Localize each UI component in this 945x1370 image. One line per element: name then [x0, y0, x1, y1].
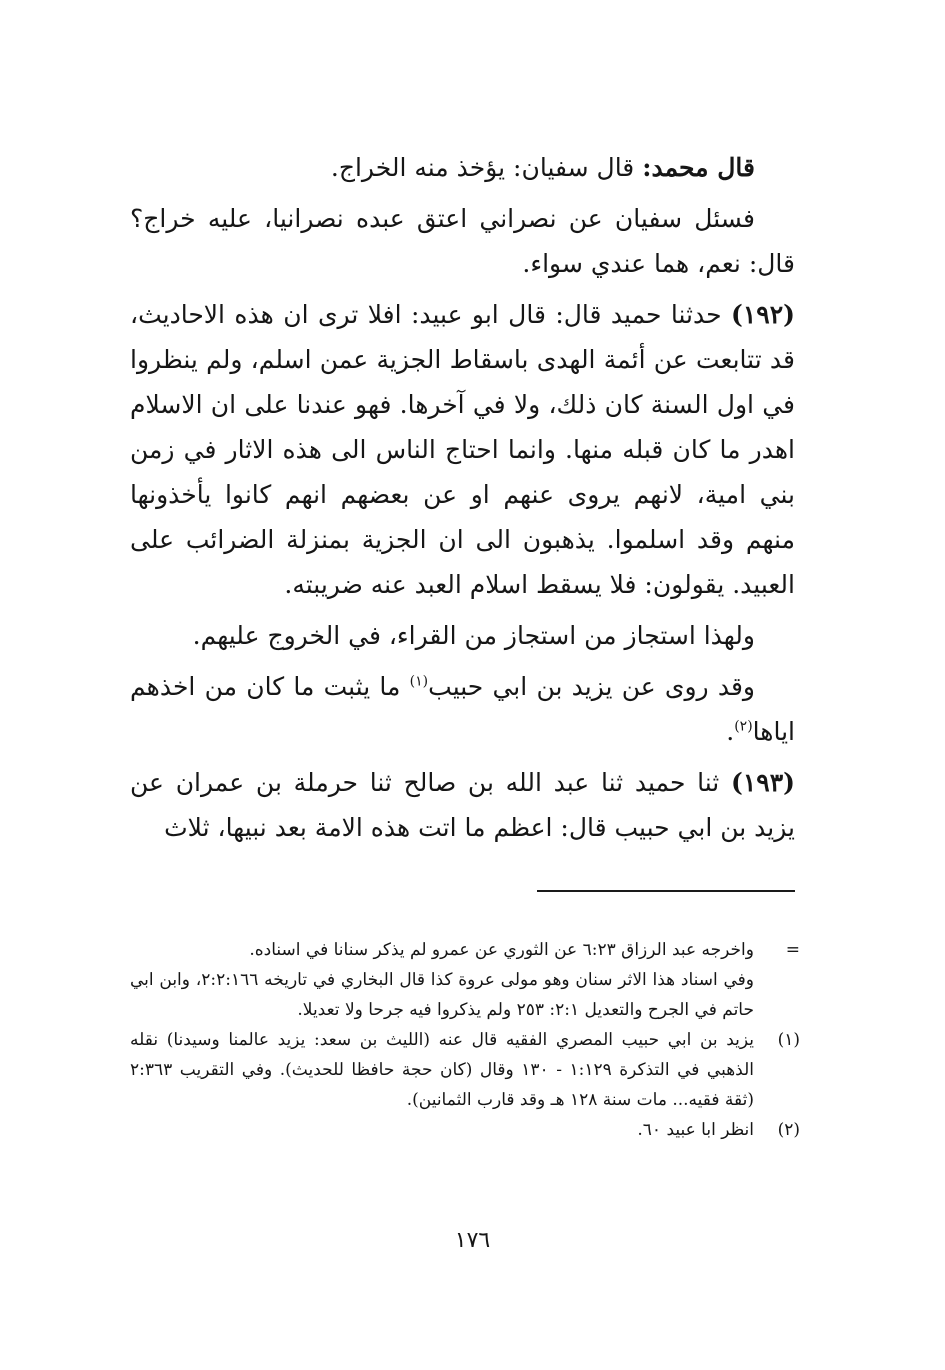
- paragraph-4: [130, 613, 795, 658]
- footnote-text: [130, 935, 754, 1025]
- footnote-continued: [130, 935, 800, 1025]
- paragraph-text: وقد روى عن يزيد بن ابي حبيب: [428, 672, 756, 701]
- footnote-2: [130, 1115, 800, 1145]
- footnote-line: انظر ابا عبيد ٦٠.: [637, 1120, 754, 1140]
- footnote-line: يزيد بن ابي حبيب المصري الفقيه قال عنه (الليث بن سعد: يزيد عالمنا وسيدنا) نقله الذهبي في التذكرة ١:١٢٩ - ١٣٠ وقال (كان حجة حافظا للحديث). وفي التقريب ٢:٣٦٣ (ثقة فقيه... مات سنة ١٢٨ هـ وقد قارب الثمانين).: [130, 1030, 754, 1110]
- footnote-line: وفي اسناد هذا الاثر سنان وهو مولى عروة كذا قال البخاري في تاريخه ٢:٢:١٦٦، وابن ابي حاتم في الجرح والتعديل ٢:١: ٢٥٣ ولم يذكروا فيه جرحا ولا تعديلا.: [130, 970, 754, 1020]
- page-number: ١٧٦: [454, 1228, 491, 1253]
- paragraph-1: [130, 145, 795, 190]
- footnote-ref-1: (١): [409, 673, 429, 690]
- paragraph-193: [130, 760, 795, 850]
- paragraph-text: ولهذا استجاز من استجاز من القراء، في الخروج عليهم.: [192, 621, 755, 650]
- footnote-marker: (١): [777, 1030, 800, 1050]
- paragraph-text: حدثنا حميد قال: قال ابو عبيد: افلا ترى ان هذه الاحاديث، قد تتابعت عن أئمة الهدى باسقاط الجزية عمن اسلم، ولم ينظروا في اول السنة كان ذلك، ولا في آخرها. فهو عندنا على ان الاسلام اهدر ما كان قبله منها. وانما احتاج الناس الى هذه الاثار في زمن بني امية، لانهم يروى عنهم او عن بعضهم انهم كانوا يأخذونها منهم وقد اسلموا. يذهبون الى ان الجزية بمنزلة الضرائب على العبيد. يقولون: فلا يسقط اسلام العبد عنه ضريبته.: [130, 300, 795, 599]
- footnotes: [130, 935, 800, 1145]
- footnote-ref-2: (٢): [734, 718, 753, 735]
- main-text: [130, 145, 795, 850]
- footnote-text: [130, 1115, 754, 1145]
- paragraph-text: فسئل سفيان عن نصراني اعتق عبده نصرانيا، عليه خراج؟ قال: نعم، هما عندي سواء.: [130, 204, 795, 278]
- hadith-number: (١٩٢): [731, 300, 796, 329]
- paragraph-192: [130, 292, 795, 607]
- footnote-text: [130, 1025, 754, 1115]
- paragraph-text: قال سفيان: يؤخذ منه الخراج.: [330, 153, 643, 182]
- footnote-separator: [537, 890, 795, 892]
- paragraph-5: [130, 664, 795, 754]
- paragraph-text: ثنا حميد ثنا عبد الله بن صالح ثنا حرملة بن عمران عن يزيد بن ابي حبيب قال: اعظم ما اتت هذه الامة بعد نبيها، ثلاث: [130, 768, 795, 842]
- paragraph-lead: قال محمد:: [642, 153, 755, 182]
- paragraph-text: .: [726, 717, 735, 746]
- hadith-number: (١٩٣): [731, 768, 795, 797]
- paragraph-2: [130, 196, 795, 286]
- footnote-marker: =: [785, 940, 800, 960]
- footnote-marker: (٢): [777, 1120, 800, 1140]
- paragraph-text: ما يثبت ما كان من اخذهم اياها: [130, 672, 795, 746]
- footnote-1: [130, 1025, 800, 1115]
- footnote-line: واخرجه عبد الرزاق ٦:٢٣ عن الثوري عن عمرو لم يذكر سنانا في اسناده.: [249, 940, 754, 960]
